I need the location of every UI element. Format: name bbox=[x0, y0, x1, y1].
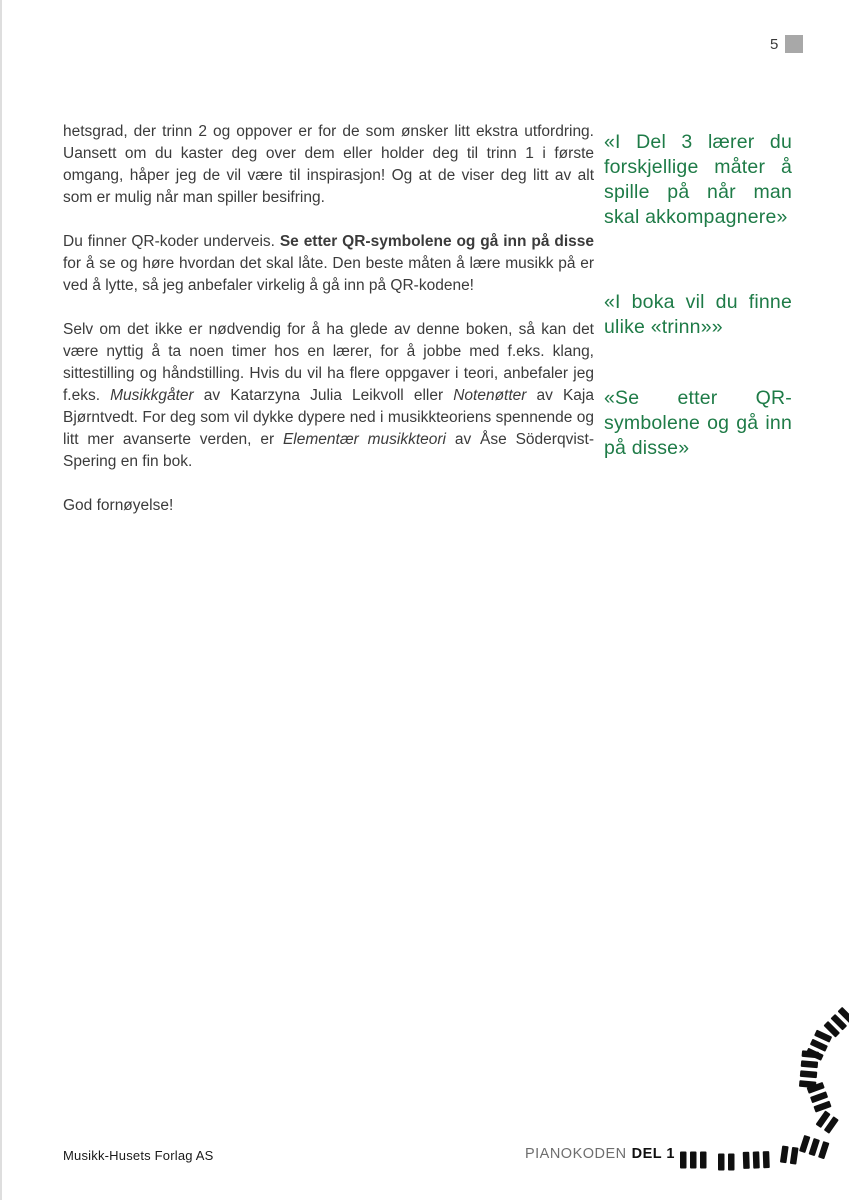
paragraph bbox=[63, 121, 594, 209]
text-run: Notenøtter bbox=[453, 387, 527, 404]
black-key-group bbox=[799, 1135, 829, 1159]
page-left-edge bbox=[0, 0, 2, 1200]
text-run: Elementær musikkteori bbox=[282, 431, 446, 448]
text-run: hetsgrad, der trinn 2 og oppover er for de som ønsker litt ekstra utfordring. Uansett om du kaster deg over dem eller holder deg til trinn 1 i første omgang, håper jeg de vil være til inspirasjon! Og at de viser deg litt av alt som er mulig når man spiller besifring. bbox=[63, 123, 594, 206]
black-key-group bbox=[823, 1007, 849, 1038]
black-key-group bbox=[780, 1145, 799, 1164]
text-run: av Katarzyna Julia Leikvoll eller bbox=[193, 387, 454, 404]
black-key-group bbox=[680, 1152, 707, 1169]
text-run: av Kaja Bjørntvedt. For deg som vil dykke dypere ned i musikkteoriens spennende og litt mer avanserte verden, er bbox=[63, 387, 594, 448]
pull-quote-2: «I boka vil du finne ulike «trinn»» bbox=[604, 291, 792, 338]
book-title: PIANOKODEN bbox=[524, 1146, 627, 1162]
paragraph bbox=[63, 231, 594, 297]
text-run: for å se og høre hvordan det skal låte. Den beste måten å lære musikk på er ved å lytte, så jeg anbefaler virkelig å gå inn på QR-kodene! bbox=[63, 255, 594, 294]
paragraph bbox=[63, 319, 594, 473]
publisher-footer: Musikk-Husets Forlag AS bbox=[63, 1148, 214, 1163]
text-run: av Åse Söderqvist-Spering en fin bok. bbox=[63, 431, 594, 470]
piano-keyboard-ribbon-icon bbox=[675, 1000, 849, 1175]
book-footer bbox=[525, 1146, 675, 1162]
page-number: 5 bbox=[770, 35, 779, 53]
black-key-group bbox=[718, 1154, 735, 1171]
text-run: Du finner QR-koder underveis. bbox=[63, 233, 280, 250]
book-part: DEL 1 bbox=[631, 1146, 675, 1162]
pull-quote-3: «Se etter QR-symbolene og gå inn på disse» bbox=[604, 387, 792, 459]
page-marker-square-icon bbox=[785, 35, 803, 53]
black-key-group bbox=[743, 1151, 770, 1169]
text-run: God fornøyelse! bbox=[63, 497, 174, 514]
black-key-group bbox=[816, 1110, 839, 1133]
page-number-block bbox=[770, 35, 803, 53]
pull-quote-1: «I Del 3 lærer du forskjellige måter å spille på når man skal akkompagnere» bbox=[604, 131, 792, 228]
text-run: Musikkgåter bbox=[110, 387, 194, 404]
text-run: Selv om det ikke er nødvendig for å ha glede av denne boken, så kan det være nyttig å ta noen timer hos en lærer, for å jobbe med f.eks. klang, sittestilling og håndstilling. Hvis du vil ha flere oppgaver i teori, anbefaler jeg f.eks. bbox=[63, 321, 594, 404]
paragraph bbox=[63, 495, 594, 517]
text-run: Se etter QR-symbolene og gå inn på disse bbox=[279, 233, 594, 250]
body-text bbox=[63, 121, 594, 539]
